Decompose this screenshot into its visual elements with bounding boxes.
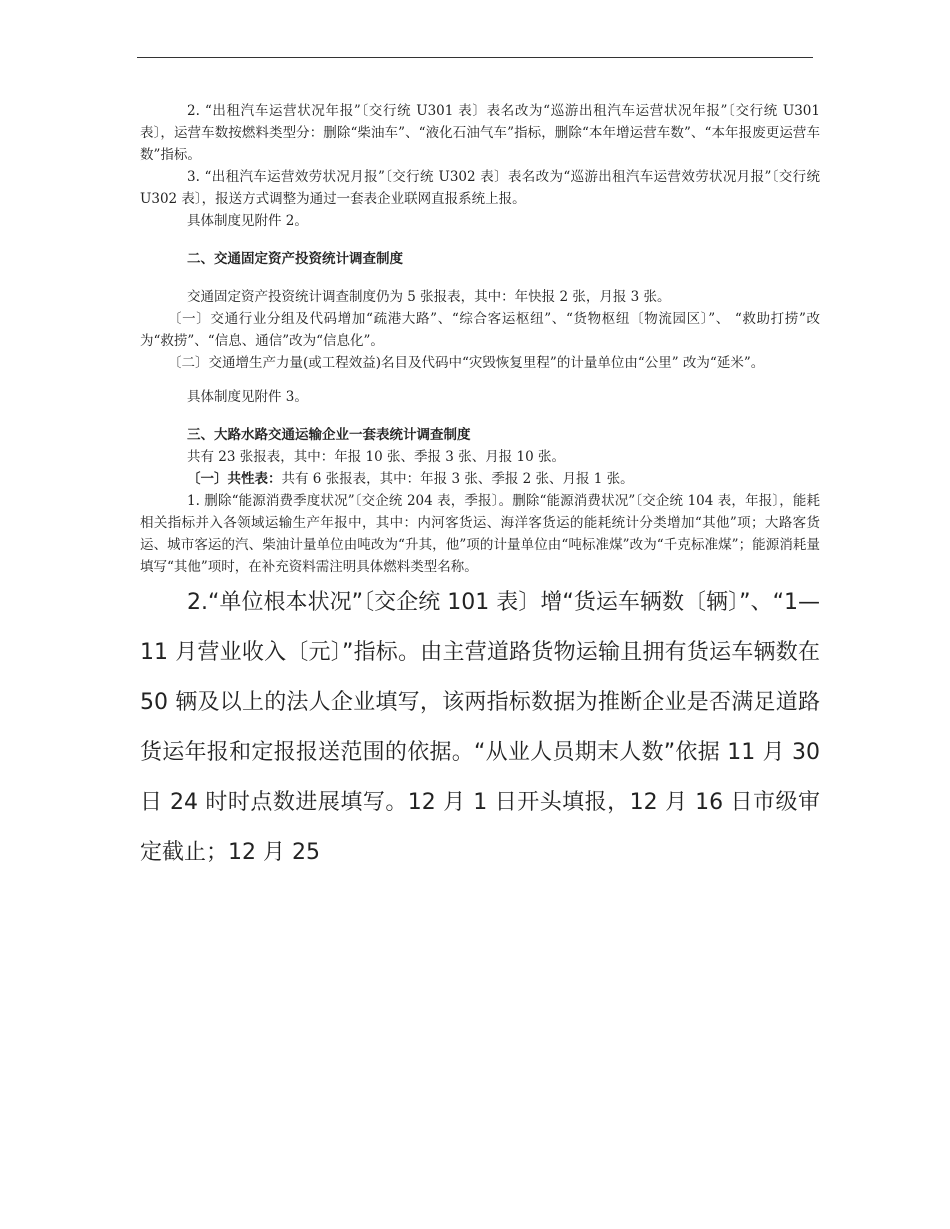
header-rule xyxy=(137,57,813,58)
paragraph-investment-survey: 交通固定资产投资统计调查制度仍为 5 张报表，其中：年快报 2 张，月报 3 张。 xyxy=(187,289,671,305)
paragraph-basic-status-large: 2.“单位根本状况”〔交企统 101 表〕增“货运车辆数〔辆〕”、“1—11 月营业收入〔元〕”指标。由主营道路货物运输且拥有货运车辆数在 50 辆及以上的法人企业填写，该两指标数据为推断企业是否满足道路货运年报和定报报送范围的依据。“从业人员期末人数”依据 11 月 30 日 24 时时点数进展填写。12 月 1 日开头填报，12 月 16 日市级审定截止；12 月 25 xyxy=(140,590,820,865)
common-tables-text: 共有 6 张报表，其中：年报 3 张、季报 2 张、月报 1 张。 xyxy=(281,471,634,487)
common-tables-label: 〔一〕共性表： xyxy=(187,471,282,487)
paragraph-energy-consumption: 1. 删除“能源消费季度状况”〔交企统 204 表，季报〕。删除“能源消费状况”〔交企统 104 表，年报〕，能耗相关指标并入各领域运输生产年报中，其中：内河客货运、海洋客货运的能耗统计分类增加“其他”项；大路客货运、城市客运的汽、柴油计量单位由吨改为“升其，他”项的计量单位由“吨标准煤”改为“千克标准煤”；能源消耗量填写“其他”项时，在补充资料需注明具体燃料类型名称。 xyxy=(140,493,820,575)
paragraph-see-appendix-3: 具体制度见附件 3。 xyxy=(187,389,308,405)
paragraph-industry-codes: 〔一〕交通行业分组及代码增加“疏港大路”、“综合客运枢纽”、“货物枢纽〔物流园区〕”、 “救助打捞”改为“救捞”、“信息、通信”改为“信息化”。 xyxy=(140,311,820,349)
paragraph-common-tables xyxy=(140,468,820,490)
paragraph-taxi-annual-report: 2. “出租汽车运营状况年报”〔交行统 U301 表〕表名改为“巡游出租汽车运营状况年报”〔交行统 U301 表〕，运营车数按燃料类型分：删除“柴油车”、“液化石油气车”指标，删除“本年增运营车数”、“本年报废更运营车数”指标。 xyxy=(140,103,820,163)
document-body xyxy=(140,100,820,878)
paragraph-capacity-units: 〔二〕交通增生产力量(或工程效益)名目及代码中“灾毁恢复里程”的计量单位由“公里” 改为“延米”。 xyxy=(168,355,765,371)
section-heading-2: 二、交通固定资产投资统计调查制度 xyxy=(187,251,403,267)
paragraph-report-count: 共有 23 张报表，其中：年报 10 张、季报 3 张、月报 10 张。 xyxy=(187,449,565,465)
paragraph-see-appendix-2: 具体制度见附件 2。 xyxy=(187,213,308,229)
paragraph-taxi-monthly-report: 3. “出租汽车运营效劳状况月报”〔交行统 U302 表〕表名改为“巡游出租汽车运营效劳状况月报”〔交行统 U302 表〕，报送方式调整为通过一套表企业联网直报系统上报。 xyxy=(140,169,820,207)
section-heading-3: 三、大路水路交通运输企业一套表统计调查制度 xyxy=(187,427,471,443)
